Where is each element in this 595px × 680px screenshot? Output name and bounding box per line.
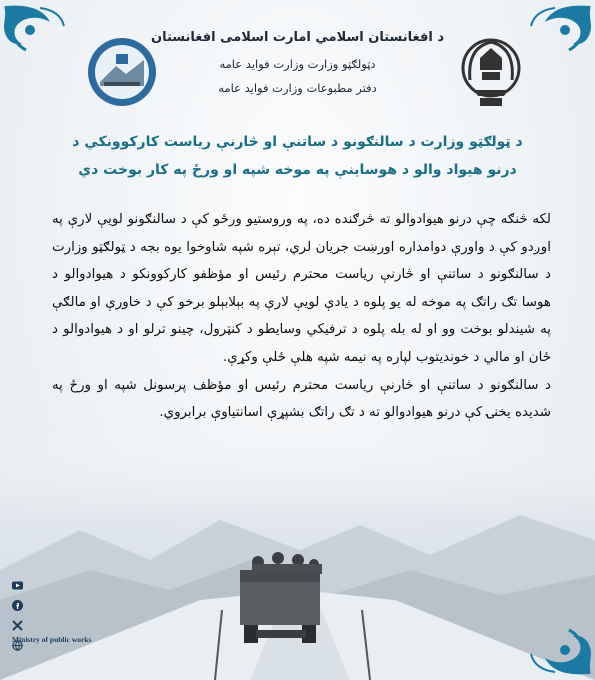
social-icons — [12, 580, 26, 660]
header-press-office: دفتر مطبوعات وزارت فواید عامه — [218, 81, 377, 95]
header-ministry-name: دټولګټو وزارت وزارت فواید عامه — [219, 57, 376, 71]
article-paragraph-1: لکه څنګه چې درنو هیوادوالو ته څرګنده ده، په وروستیو ورځو کې د سالنګونو لویې لارې په اوږدو کې د واورې دوامداره اورښت جریان لري، تېره شپه شاوخوا یوه بجه د ټولګټو وزارت د سالنګونو د ساتنې او څارنې ریاست محترم رئیس او مؤظفو کارکوونکو د هیوادوالو د هوسا تګ راتګ په موخه له یو پلوه د یادې لویې لارې په بېلابېلو برخو کې د خاورې او مالګې په شیندلو بوخت وو او له بله پلوه د ترفیکي وسایطو د کنټرول، چینو ترلو او د هیوادوالو د ځان او مالي د خوندیتوب لپاره په نیمه شپه هلې ځلې وکړې. — [52, 212, 551, 365]
corner-ornament-bottom-right — [525, 610, 595, 680]
ministry-label: Ministry of public works — [12, 635, 92, 644]
article-body — [52, 206, 551, 427]
youtube-icon[interactable] — [12, 580, 23, 591]
headline-line-1: د ټولګټو وزارت د سالنګونو د ساتنې او څارنې ریاست کارکوونکي د — [72, 134, 523, 150]
article-paragraph-2: د سالنګونو د ساتنې او څارنې ریاست محترم رئیس او مؤظف پرسونل شپه او ورځ په شدیده یخنۍ کې درنو هیوادوالو ته د تګ راتګ بشپړې اسانتیاوې برابروي. — [52, 377, 551, 421]
header-emirate-name: د افغانستان اسلامي امارت اسلامی افغانستان — [150, 30, 445, 45]
header — [0, 28, 595, 98]
facebook-icon[interactable] — [12, 600, 23, 611]
x-icon[interactable] — [12, 620, 23, 631]
headline-line-2: درنو هیواد والو د هوساینې په موخه شپه او ورځ په کار بوخت دي — [78, 162, 517, 178]
headline — [40, 128, 555, 184]
